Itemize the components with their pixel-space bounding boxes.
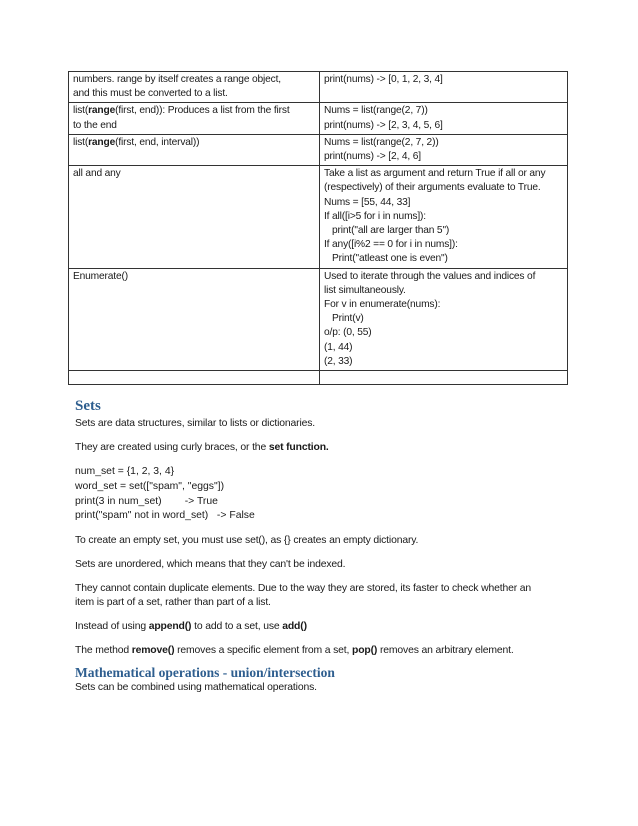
paragraph: Sets can be combined using mathematical operations. — [75, 682, 317, 694]
cell-text: If any([i%2 == 0 for i in nums]): — [324, 239, 458, 251]
cell-text: (respectively) of their arguments evaluate to True. — [324, 182, 541, 194]
table-row — [69, 268, 568, 370]
code-line: word_set = set(["spam", "eggs"]) — [75, 480, 225, 492]
cell-text: print(nums) -> [0, 1, 2, 3, 4] — [324, 74, 443, 85]
table-cell — [69, 268, 320, 370]
cell-text: Nums = list(range(2, 7)) — [324, 105, 428, 117]
cell-text: For v in enumerate(nums): — [324, 299, 441, 311]
table-cell — [69, 103, 320, 134]
cell-text: list(range(first, end, interval)) — [73, 136, 200, 148]
table-row — [69, 134, 568, 165]
paragraph: Sets are data structures, similar to lists or dictionaries. — [75, 418, 316, 429]
cell-text: print("all are larger than 5") — [324, 225, 450, 237]
cell-text: print(nums) -> [2, 3, 4, 5, 6] — [324, 119, 443, 131]
table-row — [69, 166, 568, 268]
cell-text: o/p: (0, 55) — [324, 327, 372, 339]
paragraph: To create an empty set, you must use set(), as {} creates an empty dictionary. — [75, 535, 419, 547]
functions-table — [68, 71, 568, 385]
cell-text: and this must be converted to a list. — [73, 88, 228, 100]
cell-text: Enumerate() — [73, 270, 128, 282]
math-operations-heading: Mathematical operations - union/intersection — [75, 665, 335, 681]
paragraph: They are created using curly braces, or the set function. — [75, 442, 329, 453]
cell-text: Nums = list(range(2, 7, 2)) — [324, 136, 439, 148]
paragraph: Sets are unordered, which means that they can't be indexed. — [75, 559, 346, 571]
table-cell — [320, 134, 568, 165]
table-cell — [69, 134, 320, 165]
cell-text: Print("atleast one is even") — [324, 253, 448, 265]
table-row-empty — [69, 371, 568, 385]
table-row — [69, 103, 568, 134]
cell-text: list(range(first, end)): Produces a list from the first — [73, 105, 290, 117]
cell-text: Take a list as argument and return True if all or any — [324, 168, 546, 180]
paragraph: They cannot contain duplicate elements. Due to the way they are stored, its faster to check whether an item is part of a set, rather than part of a list. — [75, 583, 532, 609]
cell-text: all and any — [73, 168, 121, 180]
cell-text: (2, 33) — [324, 355, 353, 367]
cell-text: to the end — [73, 119, 117, 131]
code-line: print(3 in num_set) -> True — [75, 495, 218, 507]
sets-heading: Sets — [75, 398, 101, 414]
sets-section — [75, 397, 575, 705]
cell-text: If all([i>5 for i in nums]): — [324, 210, 426, 222]
table-cell-empty — [69, 371, 320, 385]
cell-text: print(nums) -> [2, 4, 6] — [324, 151, 421, 163]
code-line: print("spam" not in word_set) -> False — [75, 510, 255, 522]
cell-text: Print(v) — [324, 313, 364, 325]
paragraph: Instead of using append() to add to a set, use add() — [75, 621, 307, 633]
table-cell — [69, 166, 320, 268]
cell-text: Used to iterate through the values and indices of — [324, 270, 536, 282]
table-cell — [320, 103, 568, 134]
cell-text: list simultaneously. — [324, 284, 406, 296]
table-cell — [320, 268, 568, 370]
table-row — [69, 72, 568, 103]
table-cell — [69, 72, 320, 103]
table-cell-empty — [320, 371, 568, 385]
cell-text: (1, 44) — [324, 341, 353, 353]
table-cell — [320, 72, 568, 103]
code-block — [75, 465, 575, 524]
cell-text: numbers. range by itself creates a range object, — [73, 74, 281, 85]
table-cell — [320, 166, 568, 268]
cell-text: Nums = [55, 44, 33] — [324, 196, 411, 208]
code-line: num_set = {1, 2, 3, 4} — [75, 466, 175, 477]
paragraph: The method remove() removes a specific element from a set, pop() removes an arbitrary element. — [75, 645, 514, 657]
